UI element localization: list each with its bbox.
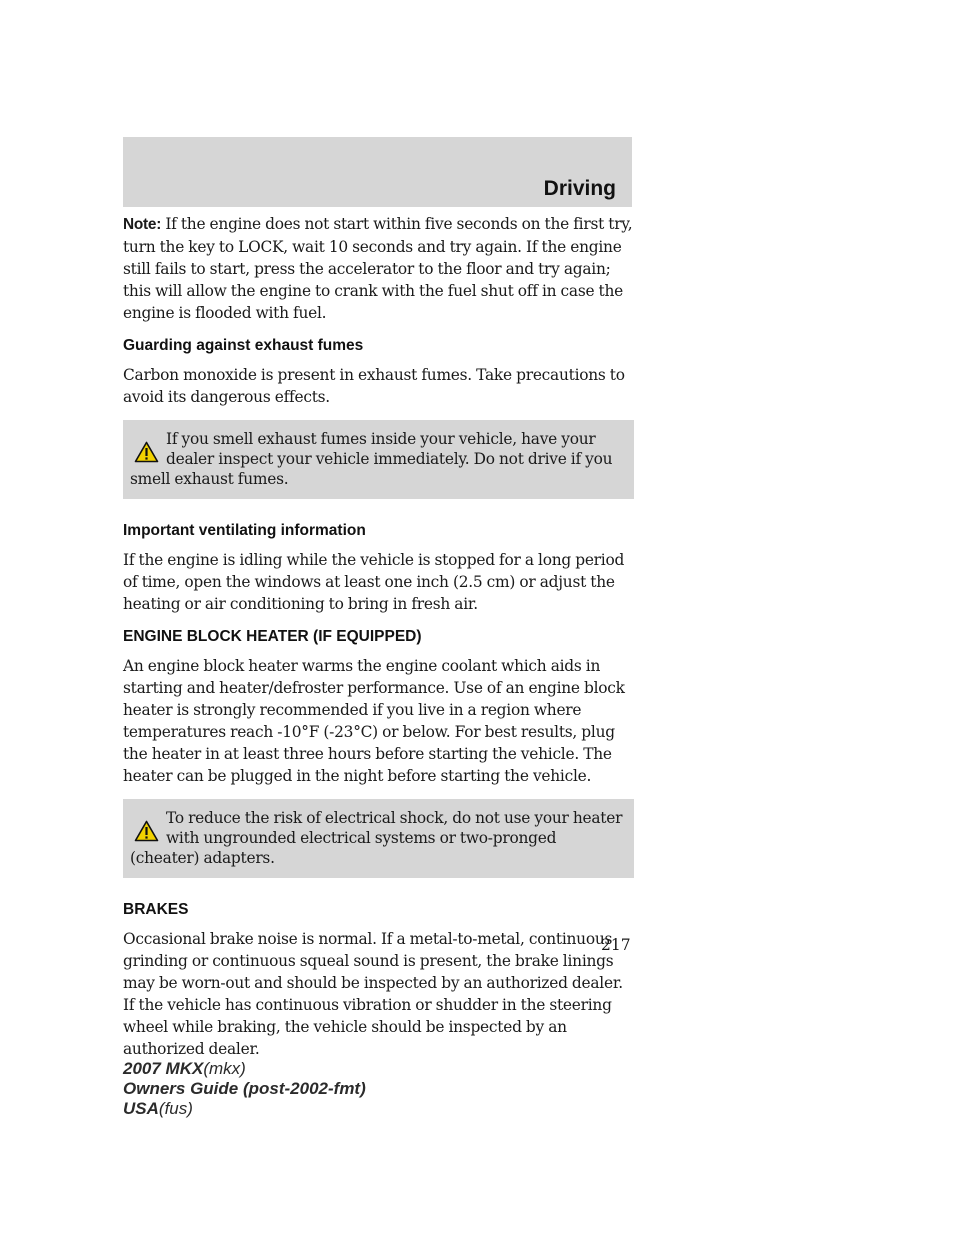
footer-line-market	[123, 1099, 366, 1119]
block-heater-heading: ENGINE BLOCK HEATER (IF EQUIPPED)	[123, 628, 422, 645]
footer-line-guide	[123, 1079, 366, 1099]
block-heater-warning-text: To reduce the risk of electrical shock, do not use your heater with ungrounded electrical systems or two-pronged (cheater) adapters.	[130, 809, 623, 867]
section-header-band	[123, 137, 632, 207]
footer-model-code: (mkx)	[203, 1059, 246, 1078]
footer-line-model	[123, 1059, 366, 1079]
note-paragraph	[123, 213, 633, 324]
exhaust-paragraph: Carbon monoxide is present in exhaust fumes. Take precautions to avoid its dangerous effects.	[123, 366, 625, 406]
exhaust-warning-box	[123, 420, 634, 499]
footer-model: 2007 MKX	[123, 1059, 204, 1078]
exhaust-warning-text: If you smell exhaust fumes inside your vehicle, have your dealer inspect your vehicle immediately. Do not drive if you smell exhaust fumes.	[130, 430, 613, 488]
brakes-paragraph: Occasional brake noise is normal. If a metal-to-metal, continuous grinding or continuous squeal sound is present, the brake linings may be worn-out and should be inspected by an authorized dealer. If the vehicle has continuous vibration or shudder in the steering wheel while braking, the vehicle should be inspected by an authorized dealer.	[123, 930, 623, 1058]
footer-guide: Owners Guide (post-2002-fmt)	[123, 1079, 366, 1098]
footer-market-code: (fus)	[158, 1099, 193, 1118]
document-footer	[123, 1059, 366, 1119]
block-heater-paragraph: An engine block heater warms the engine coolant which aids in starting and heater/defroster performance. Use of an engine block heater is strongly recommended if you live in a region where temperatures reach -10°F (-23°C) or below. For best results, plug the heater in at least three hours before starting the vehicle. The heater can be plugged in the night before starting the vehicle.	[123, 657, 625, 785]
ventilation-heading: Important ventilating information	[123, 522, 366, 539]
warning-triangle-icon	[134, 820, 159, 842]
note-text: If the engine does not start within five seconds on the first try, turn the key to LOCK, wait 10 seconds and try again. If the engine still fails to start, press the accelerator to the floor and try again; this will allow the engine to crank with the fuel shut off in case the engine is flooded with fuel.	[123, 215, 633, 322]
block-heater-warning-box	[123, 799, 634, 878]
ventilation-paragraph: If the engine is idling while the vehicle is stopped for a long period of time, open the windows at least one inch (2.5 cm) or adjust the heating or air conditioning to bring in fresh air.	[123, 551, 625, 613]
brakes-heading: BRAKES	[123, 901, 189, 918]
page-content	[123, 213, 633, 1072]
section-title: Driving	[543, 177, 616, 200]
page-number: 217	[601, 936, 631, 954]
footer-market: USA	[123, 1099, 159, 1118]
note-label: Note:	[123, 216, 162, 233]
exhaust-heading: Guarding against exhaust fumes	[123, 337, 364, 354]
warning-triangle-icon	[134, 441, 159, 463]
